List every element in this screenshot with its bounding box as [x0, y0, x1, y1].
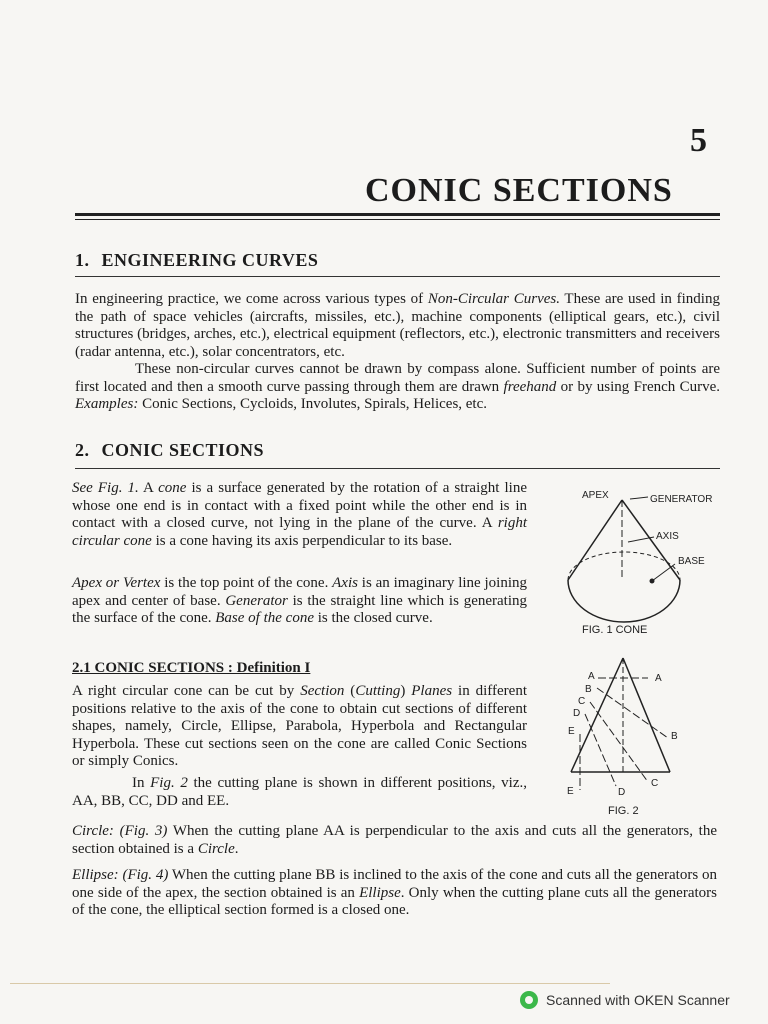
label-apex: APEX — [582, 490, 609, 501]
section-1-rule — [75, 276, 720, 277]
emphasis: right circular cone — [72, 515, 527, 549]
emphasis: Fig. 2 — [150, 775, 188, 791]
fig-2-cutting-planes-diagram — [560, 650, 695, 802]
section-1-heading — [75, 250, 318, 271]
fig-1-caption: FIG. 1 CONE — [582, 624, 648, 636]
text-run: A — [138, 480, 159, 496]
label-a-left: A — [588, 671, 595, 682]
cone2-right-edge — [623, 658, 670, 772]
text-run: is a surface generated by the rotation of a straight line whose one end is in contact with a fixed point while the other end is in contact with a closed curve, not lying in the plane of the curve. A — [72, 480, 527, 531]
emphasis: Examples: — [75, 396, 139, 412]
plane-bb — [597, 688, 668, 738]
oken-logo-icon — [520, 991, 538, 1009]
label-c-left: C — [578, 696, 586, 707]
label-base: BASE — [678, 556, 705, 567]
section-2-1-paragraph-2 — [72, 775, 527, 810]
label-generator: GENERATOR — [650, 494, 713, 505]
scanner-text: Scanned with OKEN Scanner — [546, 992, 730, 1008]
label-b-left: B — [585, 684, 592, 695]
plane-dd — [585, 714, 616, 786]
text-run: When the cutting plane AA is perpendicular to the axis and cuts all the generators, the section obtained is a — [72, 823, 717, 857]
label-b-right: B — [671, 731, 678, 742]
emphasis: Cutting — [355, 683, 401, 699]
label-d-right: D — [618, 787, 626, 798]
text-run: is the closed curve. — [313, 610, 433, 626]
label-e-bottom: E — [567, 786, 574, 797]
text-run: is a cone having its axis perpendicular to its base. — [151, 532, 453, 549]
section-2-heading — [75, 440, 264, 461]
emphasis: See Fig. 1. — [72, 480, 139, 496]
emphasis: Planes — [411, 683, 453, 699]
section-1-paragraph-1 — [75, 291, 720, 361]
text-run: ( — [344, 683, 356, 699]
scanner-watermark — [520, 991, 730, 1009]
section-2-1-heading: 2.1 CONIC SECTIONS : Definition I — [72, 660, 311, 676]
text-run: These non-circular curves cannot be drawn by compass alone. Sufficient number of points are first located and then a smooth curve passing through them are drawn — [75, 361, 720, 395]
text-run: is the top point of the cone. — [160, 575, 333, 591]
emphasis: Ellipse — [359, 884, 401, 901]
cone-left-edge — [568, 500, 622, 580]
section-2-title: CONIC SECTIONS — [101, 440, 265, 460]
label-axis: AXIS — [656, 531, 679, 542]
scan-edge-line — [10, 983, 610, 984]
text-run: When the cutting plane BB is inclined to the axis of the cone and cuts all the generators on one side of the apex, the section obtained is an — [72, 867, 717, 901]
chapter-title: CONIC SECTIONS — [365, 172, 673, 209]
section-2-rule — [75, 468, 720, 469]
emphasis: Apex or Vertex — [72, 575, 161, 591]
fig-1-cone-diagram — [560, 480, 735, 630]
chapter-number: 5 — [690, 122, 707, 159]
label-e-top: E — [568, 726, 575, 737]
title-rule-thick — [75, 213, 720, 216]
emphasis: Circle — [197, 840, 235, 857]
section-1-paragraph-2 — [75, 361, 720, 414]
emphasis: Generator — [225, 592, 288, 609]
term: Ellipse: — [72, 867, 119, 883]
label-a-right: A — [655, 673, 662, 684]
figure-reference: (Fig. 3) — [119, 823, 168, 839]
text-run: the cutting plane is shown in different positions, viz., AA, BB, CC, DD and EE. — [72, 775, 527, 809]
emphasis: freehand — [503, 378, 557, 395]
emphasis: Base of the cone — [215, 610, 314, 626]
plane-cc — [590, 702, 648, 782]
fig-2-caption: FIG. 2 — [608, 805, 639, 817]
section-1-title: ENGINEERING CURVES — [101, 250, 319, 270]
circle-definition — [72, 823, 717, 858]
section-2-paragraph-2 — [72, 575, 527, 628]
text-run: A right circular cone can be cut by — [72, 683, 301, 699]
text-run: In — [132, 775, 151, 791]
base-marker — [650, 579, 655, 584]
figure-reference: (Fig. 4) — [122, 867, 169, 883]
section-2-number: 2. — [75, 440, 90, 460]
text-run: . — [234, 840, 239, 857]
generator-leader — [630, 497, 648, 499]
term: Circle: — [72, 823, 114, 839]
text-run: is the straight line which is generating the surface of the cone. — [72, 592, 527, 626]
section-2-paragraph-1 — [72, 480, 527, 550]
label-d-left: D — [573, 708, 581, 719]
emphasis: cone — [158, 480, 187, 496]
label-c-right: C — [651, 778, 659, 789]
text-run: Conic Sections, Cycloids, Involutes, Spirals, Helices, etc. — [138, 396, 488, 412]
text-run: . Only when the cutting plane cuts all the generators of the cone, the elliptical section formed is a closed one. — [72, 884, 717, 918]
text-run: is an imaginary line joining apex and center of base. — [72, 575, 527, 609]
title-rule-thin — [75, 219, 720, 220]
ellipse-definition — [72, 867, 717, 920]
text-run: in different positions relative to the axis of the cone to obtain cut sections of different shapes, namely, Circle, Ellipse, Parabola, Hyperbola and Rectangular Hyperbola. These cut sections seen on the cone are called Conic Sections or simply Conics. — [72, 683, 527, 769]
emphasis: Non-Circular Curves. — [427, 291, 560, 307]
text-run: or by using French Curve. — [556, 378, 721, 395]
emphasis: Section — [300, 683, 345, 699]
section-2-1-paragraph-1 — [72, 683, 527, 771]
section-1-number: 1. — [75, 250, 90, 270]
text-run: These are used in finding the path of space vehicles (aircrafts, missiles, etc.), machine components (elliptical gears, etc.), civil structures (bridges, arches, etc.), electrical equipment (reflectors, etc.), electronic transmitters and receivers (radar antenna, etc.), solar concentrators, etc. — [75, 291, 720, 360]
text-run: ) — [400, 683, 412, 699]
cone-base-front — [568, 580, 680, 622]
emphasis: Axis — [332, 575, 358, 591]
text-run: In engineering practice, we come across various types of — [75, 291, 428, 307]
base-leader — [652, 564, 675, 581]
